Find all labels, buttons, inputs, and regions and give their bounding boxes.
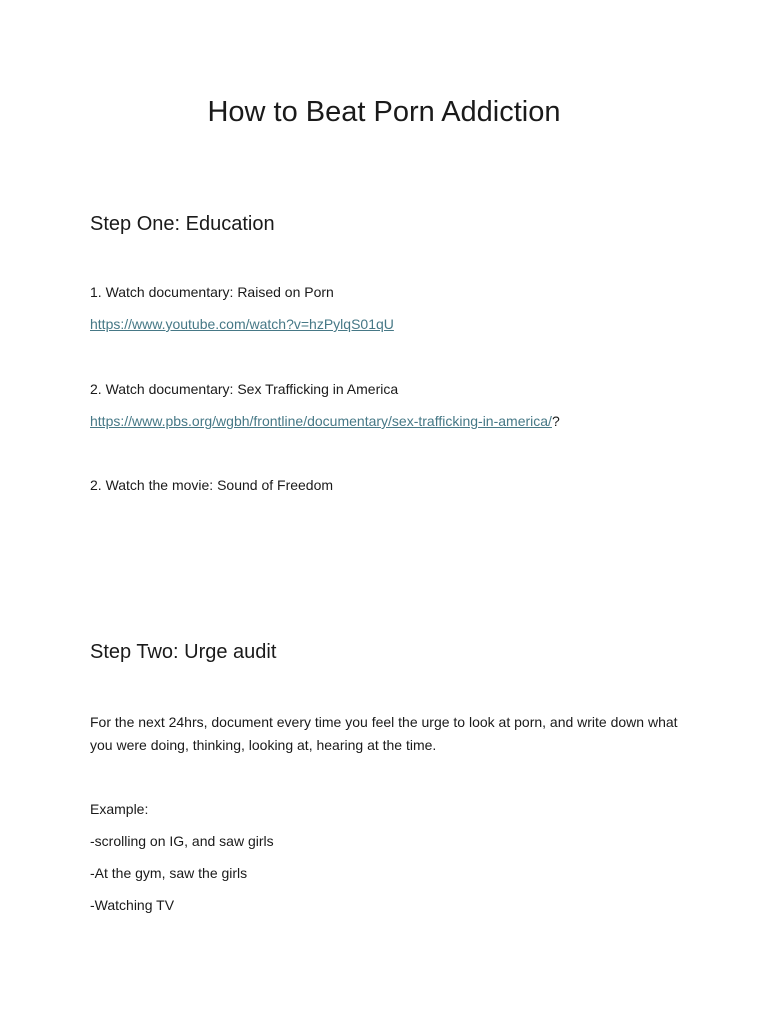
link-suffix: ? [551, 413, 560, 429]
example-label: Example: [90, 801, 149, 817]
step-two-paragraph: For the next 24hrs, document every time you feel the urge to look at porn, and write down what you were doing, thinking, looking at, hearing at the time. [90, 714, 678, 753]
step-two-heading: Step Two: Urge audit [90, 641, 277, 663]
step-one-item-2-link-line [90, 410, 560, 433]
raised-on-porn-link[interactable]: https://www.youtube.com/watch?v=hzPylqS01qU [90, 316, 394, 332]
example-item-1: -scrolling on IG, and saw girls [90, 833, 274, 849]
example-item-2: -At the gym, saw the girls [90, 865, 248, 881]
step-one-item-2: 2. Watch documentary: Sex Trafficking in America [90, 381, 399, 397]
step-one-item-1-link-line [90, 313, 394, 336]
step-one-heading: Step One: Education [90, 213, 275, 235]
example-item-3: -Watching TV [90, 897, 175, 913]
step-one-item-1: 1. Watch documentary: Raised on Porn [90, 284, 334, 300]
sex-trafficking-link[interactable]: https://www.pbs.org/wgbh/frontline/documentary/sex-trafficking-in-america/ [90, 413, 552, 429]
document-title: How to Beat Porn Addiction [207, 96, 561, 128]
step-one-item-3: 2. Watch the movie: Sound of Freedom [90, 477, 334, 493]
